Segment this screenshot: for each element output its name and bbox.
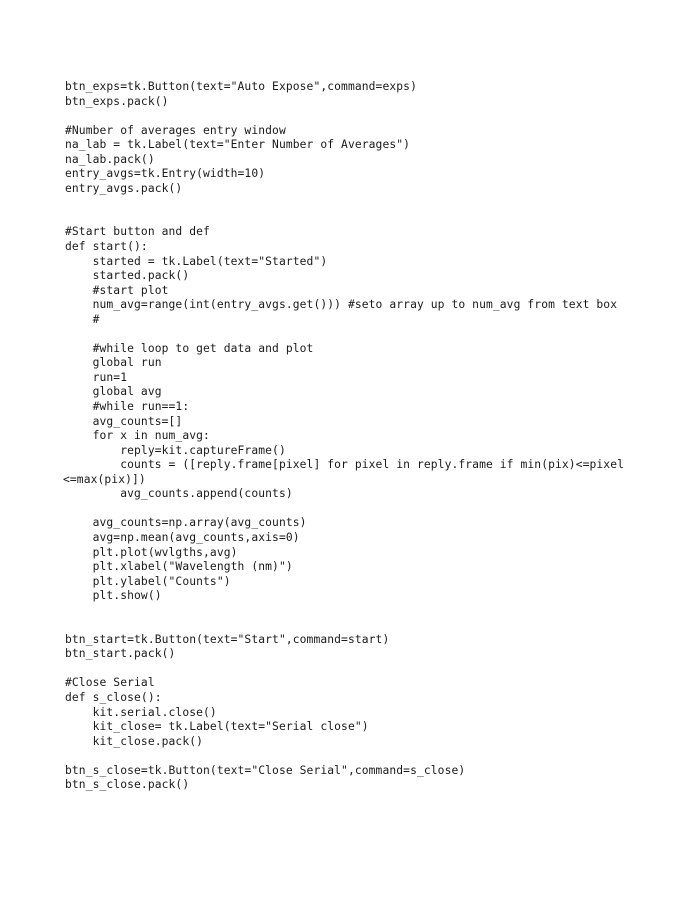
code-line: def s_close(): <box>65 690 162 704</box>
code-line: na_lab = tk.Label(text="Enter Number of Averages") <box>65 138 411 152</box>
code-line <box>65 196 665 211</box>
code-line: #while run==1: <box>65 400 190 414</box>
code-line: btn_start.pack() <box>65 647 176 661</box>
code-line: global avg <box>65 385 162 399</box>
code-line: kit_close= tk.Label(text="Serial close") <box>65 720 369 734</box>
code-line: counts = ([reply.frame[pixel] for pixel in reply.frame if min(pix)<=pixel <box>65 458 625 472</box>
code-line: btn_exps=tk.Button(text="Auto Expose",command=exps) <box>65 80 417 93</box>
code-line: avg=np.mean(avg_counts,axis=0) <box>65 530 300 544</box>
code-line: <=max(pix)]) <box>63 472 146 486</box>
code-line <box>65 618 665 633</box>
code-line: #Number of averages entry window <box>65 123 286 137</box>
code-line: run=1 <box>65 370 128 384</box>
code-line: na_lab.pack() <box>65 152 155 166</box>
code-line: avg_counts.append(counts) <box>65 487 293 501</box>
code-line: avg_counts=[] <box>65 414 183 428</box>
code-line: # <box>65 312 100 326</box>
code-line <box>65 109 665 124</box>
code-line: kit.serial.close() <box>65 705 217 719</box>
code-line <box>65 662 665 677</box>
code-line: def start(): <box>65 240 148 254</box>
code-line: plt.plot(wvlgths,avg) <box>65 545 238 559</box>
code-line: entry_avgs.pack() <box>65 181 183 195</box>
code-line: btn_start=tk.Button(text="Start",command=start) <box>65 632 390 646</box>
code-line: btn_s_close.pack() <box>65 778 190 792</box>
code-line: plt.show() <box>65 589 162 603</box>
code-line: started = tk.Label(text="Started") <box>65 254 328 268</box>
code-line: num_avg=range(int(entry_avgs.get())) #seto array up to num_avg from text box <box>65 298 618 312</box>
code-line: avg_counts=np.array(avg_counts) <box>65 516 307 530</box>
code-line <box>65 749 665 764</box>
code-line: btn_s_close=tk.Button(text="Close Serial",command=s_close) <box>65 763 466 777</box>
code-line: kit_close.pack() <box>65 734 204 748</box>
code-line: #Start button and def <box>65 225 210 239</box>
code-line: plt.xlabel("Wavelength (nm)") <box>65 560 293 574</box>
code-line: for x in num_avg: <box>65 429 210 443</box>
code-line <box>65 502 665 517</box>
code-line: global run <box>65 356 162 370</box>
code-line: entry_avgs=tk.Entry(width=10) <box>65 167 266 181</box>
code-line: plt.ylabel("Counts") <box>65 574 231 588</box>
code-line: reply=kit.captureFrame() <box>65 443 286 457</box>
code-line <box>65 604 665 619</box>
code-line: #Close Serial <box>65 676 155 690</box>
code-line <box>65 211 665 226</box>
code-line <box>65 327 665 342</box>
code-line: #start plot <box>65 283 169 297</box>
code-line: btn_exps.pack() <box>65 94 169 108</box>
code-listing <box>65 80 665 793</box>
code-line: #while loop to get data and plot <box>65 341 314 355</box>
code-line: started.pack() <box>65 269 190 283</box>
